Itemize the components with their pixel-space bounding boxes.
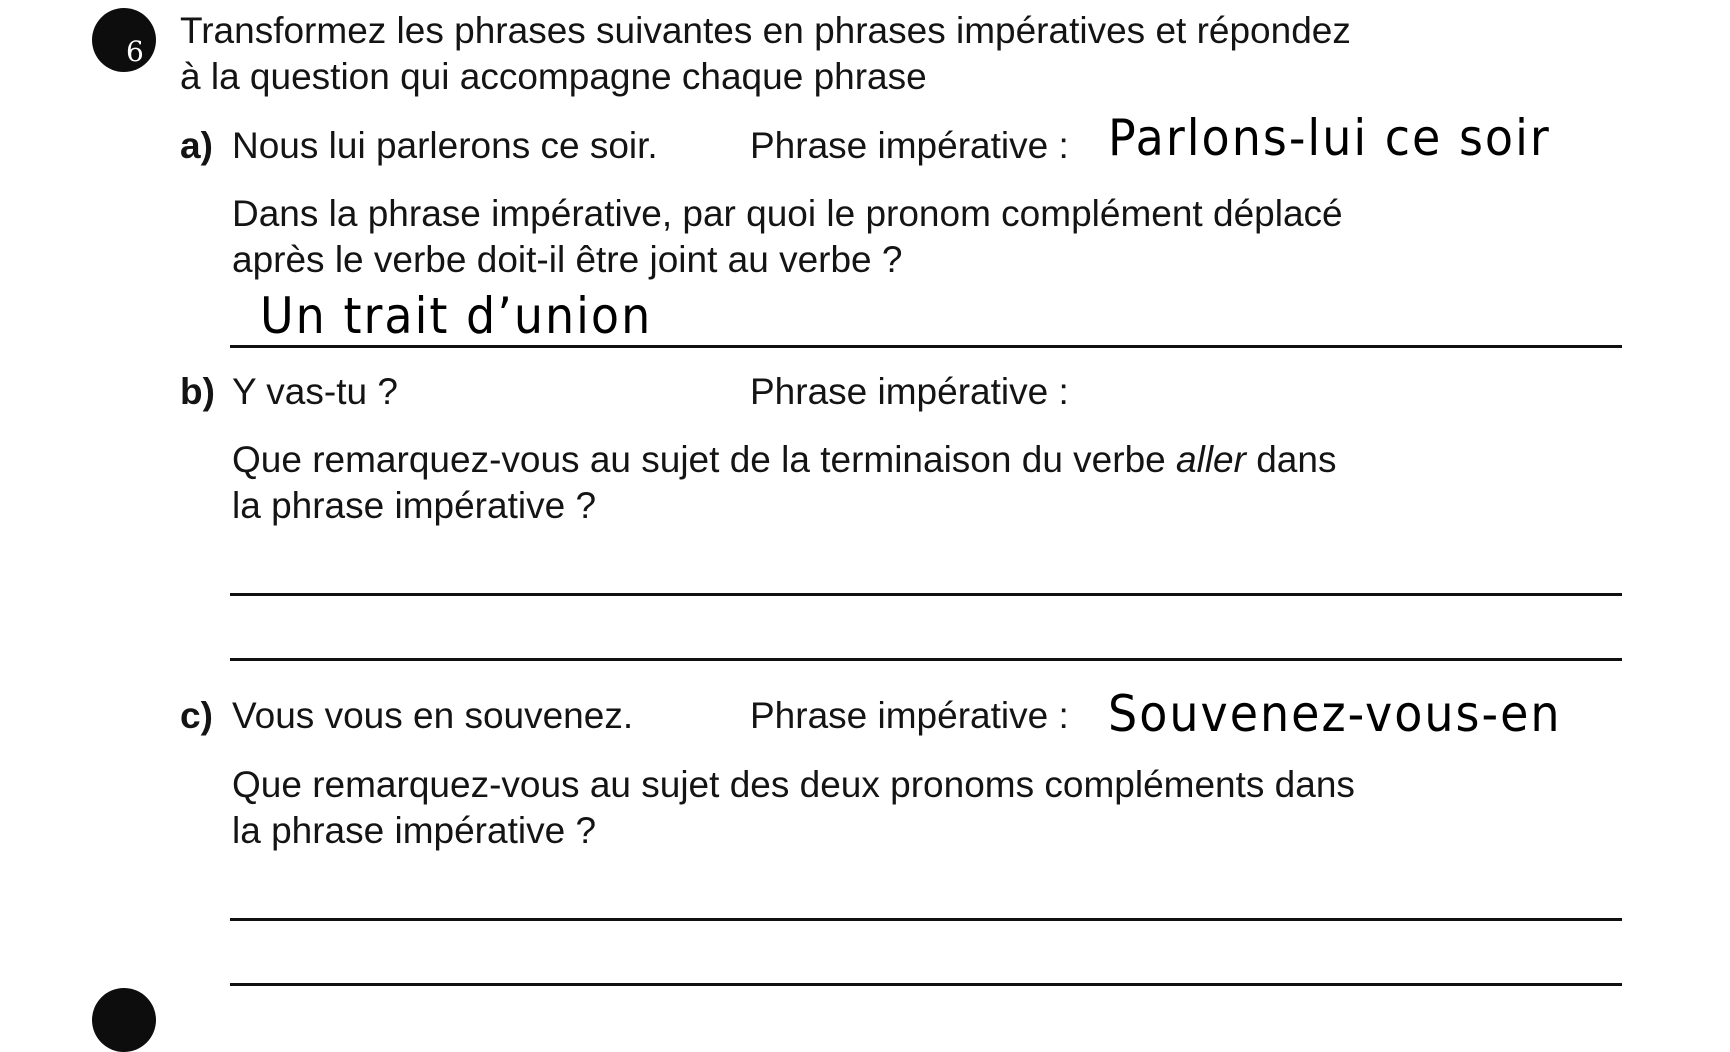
item-c-sentence: Vous vous en souvenez. [232, 695, 634, 736]
item-c-imperative-label: Phrase impérative : [750, 695, 1069, 736]
item-b-sentence: Y vas-tu ? [232, 371, 398, 412]
item-c-question-line-1: Que remarquez-vous au sujet des deux pronoms compléments dans [232, 764, 1355, 805]
exercise-number-badge [92, 8, 156, 72]
item-a-imperative-answer[interactable]: Parlons-lui ce soir [1108, 108, 1551, 168]
exercise-number: 6 [126, 35, 144, 68]
item-a-question-line-2: après le verbe doit-il être joint au verbe ? [232, 239, 903, 280]
item-a-letter: a) [180, 125, 213, 166]
item-c-letter: c) [180, 695, 213, 736]
item-c-answer-line-2[interactable] [230, 983, 1622, 986]
next-exercise-badge [92, 988, 156, 1052]
item-b-answer-line-1[interactable] [230, 593, 1622, 596]
item-a-answer-line[interactable] [230, 345, 1622, 348]
item-c-question-line-2: la phrase impérative ? [232, 810, 597, 851]
item-b-letter: b) [180, 371, 215, 412]
item-b-question-line-1 [232, 438, 1336, 482]
instructions-line-2: à la question qui accompagne chaque phrase [180, 56, 927, 97]
item-a-imperative-label: Phrase impérative : [750, 125, 1069, 166]
item-b-question-verb: aller [1176, 439, 1246, 480]
item-a-sentence: Nous lui parlerons ce soir. [232, 125, 658, 166]
item-b-answer-line-2[interactable] [230, 658, 1622, 661]
item-c-imperative-answer[interactable]: Souvenez-vous-en [1108, 684, 1562, 744]
item-a-question-line-1: Dans la phrase impérative, par quoi le pronom complément déplacé [232, 193, 1343, 234]
item-c-answer-line-1[interactable] [230, 918, 1622, 921]
item-b-question-line-2: la phrase impérative ? [232, 485, 597, 526]
item-b-imperative-label: Phrase impérative : [750, 371, 1069, 412]
item-a-answer[interactable]: Un trait d’union [260, 286, 653, 346]
instructions-line-1: Transformez les phrases suivantes en phrases impératives et répondez [180, 10, 1351, 51]
item-b-question-text-after: dans [1245, 439, 1337, 480]
item-b-question-text-before: Que remarquez-vous au sujet de la terminaison du verbe [232, 439, 1177, 480]
